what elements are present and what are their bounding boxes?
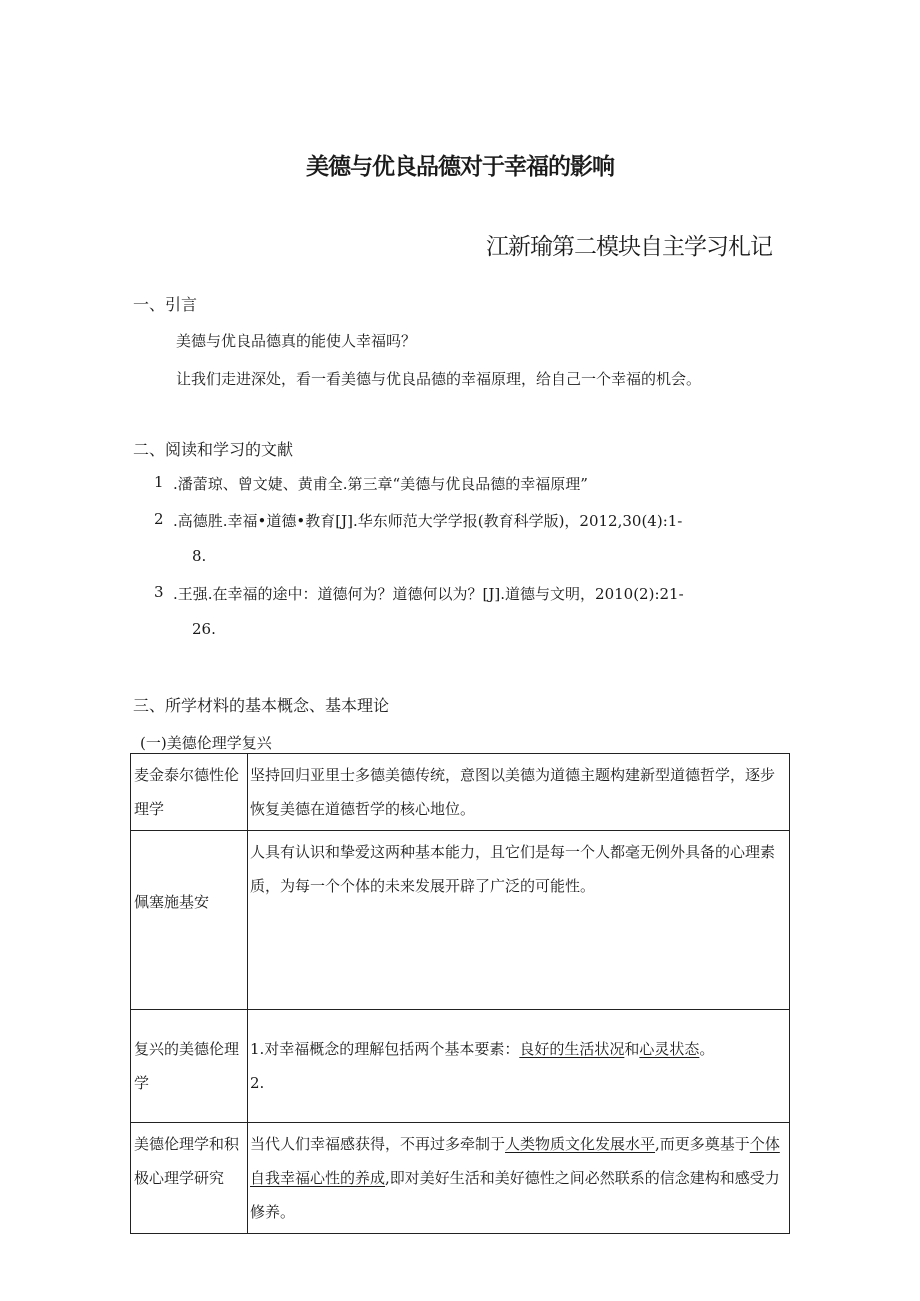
table-row	[131, 831, 790, 1010]
intro-line-1: 美德与优良品德真的能使人幸福吗？	[176, 332, 417, 350]
document-subtitle: 江新瑜第二模块自主学习札记	[486, 234, 772, 260]
description-line: 2.	[250, 1074, 265, 1092]
description-text: 和	[624, 1040, 640, 1058]
reference-number: 3	[154, 583, 164, 601]
description-text: ,而更多奠基于	[655, 1135, 750, 1153]
underlined-term: 个体自我幸福心性的养成	[250, 1135, 780, 1187]
concepts-table	[130, 753, 790, 1234]
concepts-subheading: (一)美德伦理学复兴	[140, 734, 272, 752]
term-cell	[131, 831, 248, 1010]
document-title: 美德与优良品德对于幸福的影响	[306, 154, 614, 180]
concepts-heading: 三、所学材料的基本概念、基本理论	[133, 696, 390, 715]
description-cell: 坚持回归亚里士多德美德传统，意图以美德为道德主题构建新型道德哲学，逐步恢复美德在道德哲学的核心地位。	[248, 754, 790, 831]
description-text: 当代人们幸福感获得，不再过多牵制于	[250, 1135, 506, 1153]
reference-number: 1	[154, 473, 164, 491]
table-row	[131, 1010, 790, 1123]
term-cell: 美德伦理学和积极心理学研究	[131, 1123, 248, 1234]
reference-number: 2	[154, 510, 164, 528]
intro-line-2: 让我们走进深处，看一看美德与优良品德的幸福原理，给自己一个幸福的机会。	[176, 370, 702, 388]
description-cell	[248, 1010, 790, 1123]
term-cell: 麦金泰尔德性伦理学	[131, 754, 248, 831]
description-cell: 人具有认识和挚爱这两种基本能力，且它们是每一个人都毫无例外具备的心理素质，为每一个个体的未来发展开辟了广泛的可能性。	[248, 831, 790, 1010]
description-text: ,即对美好生活和美好德性之间必然联系的信念建构和感受力修养。	[250, 1169, 780, 1221]
readings-heading: 二、阅读和学习的文献	[133, 440, 294, 459]
underlined-term: 心灵状态	[639, 1040, 700, 1058]
underlined-term: 良好的生活状况	[519, 1040, 625, 1058]
table-row	[131, 1123, 790, 1234]
term-cell	[131, 1010, 248, 1123]
reference-text: .王强.在幸福的途中：道德何为？道德何以为？[J].道德与文明，2010(2):21-	[173, 585, 684, 603]
table-row	[131, 754, 790, 831]
term-text: 复兴的美德伦理学	[134, 1040, 240, 1092]
reference-text: .高德胜.幸福•道德•教育[J].华东师范大学学报(教育科学版)，2012,30(4):1-	[173, 512, 683, 530]
intro-heading: 一、引言	[133, 295, 198, 314]
description-text: 1.对幸福概念的理解包括两个基本要素：	[250, 1040, 520, 1058]
term-text: 佩塞施基安	[134, 893, 210, 911]
description-line	[250, 1032, 785, 1066]
reference-text-continued: 26.	[192, 620, 216, 638]
description-cell	[248, 1123, 790, 1234]
reference-text-continued: 8.	[192, 547, 207, 565]
description-text: 。	[699, 1040, 715, 1058]
underlined-term: 人类物质文化发展水平	[505, 1135, 656, 1153]
reference-text: .潘蕾琼、曾文婕、黄甫全.第三章“美德与优良品德的幸福原理”	[173, 475, 588, 493]
